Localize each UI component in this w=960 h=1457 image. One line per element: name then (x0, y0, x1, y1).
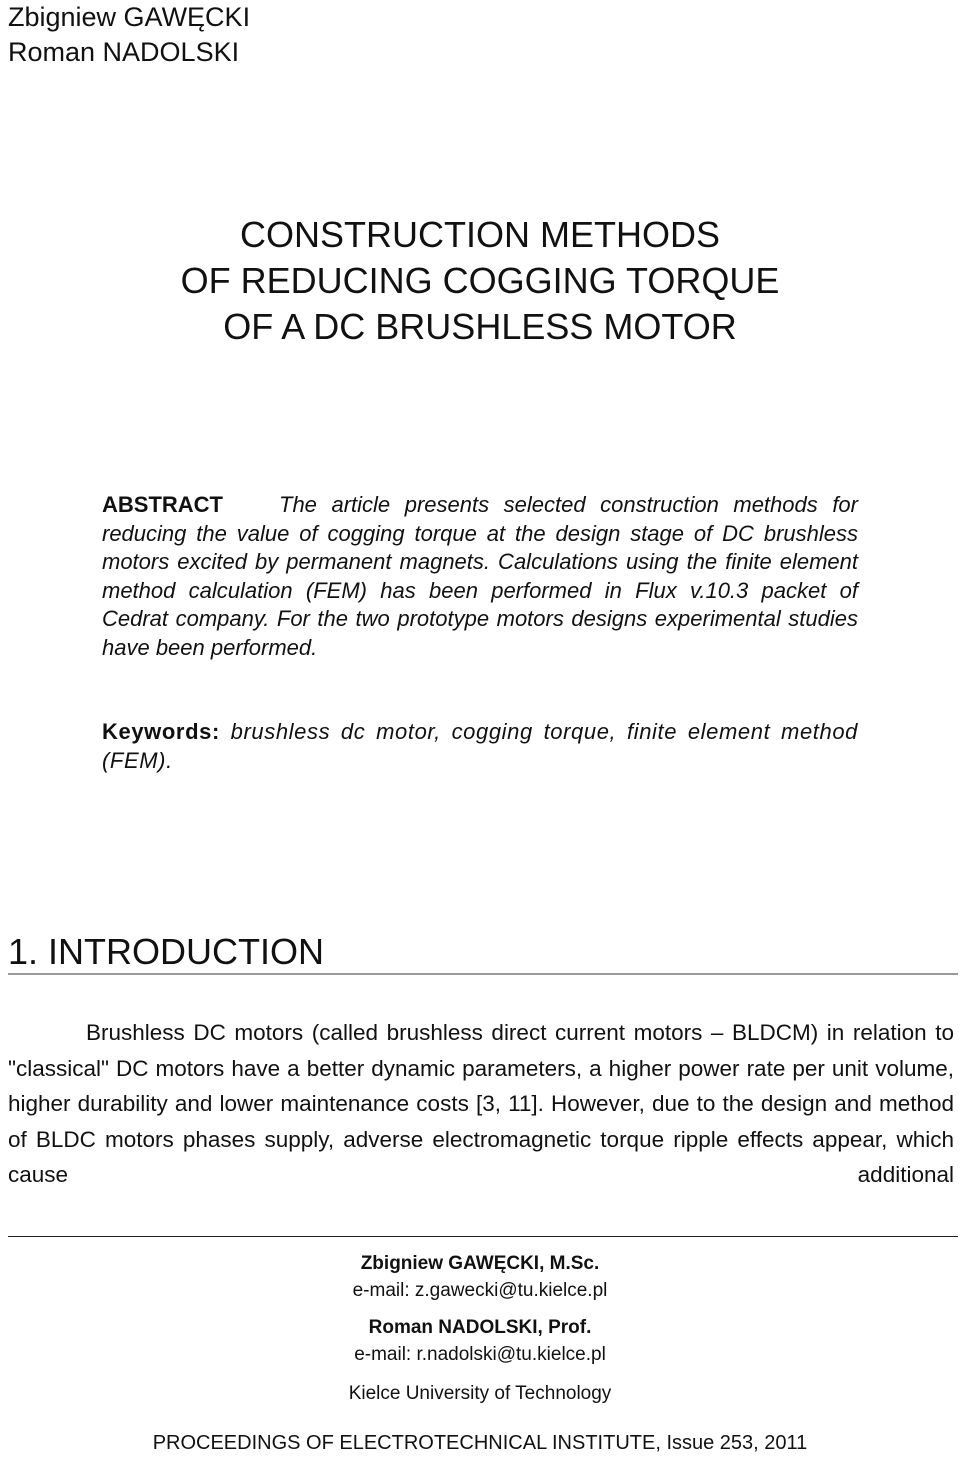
keywords (102, 718, 858, 775)
title-line: OF REDUCING COGGING TORQUE (180, 260, 780, 301)
paper-title (0, 212, 960, 350)
author-list (8, 0, 250, 70)
introduction-paragraph: Brushless DC motors (called brushless direct current motors – BLDCM) in relation to "classical" DC motors have a better dynamic parameters, a higher power rate per unit volume, higher durability and lower maintenance costs [3, 11]. However, due to the design and method of BLDC motors phases supply, adverse electromagnetic torque ripple effects appear, which cause additional (8, 1020, 954, 1187)
section-divider (8, 973, 958, 975)
title-line: CONSTRUCTION METHODS (240, 214, 720, 255)
footnote-author2-email: e-mail: r.nadolski@tu.kielce.pl (354, 1344, 606, 1365)
footnote-author1-email: e-mail: z.gawecki@tu.kielce.pl (352, 1280, 608, 1301)
author-name: Zbigniew GAWĘCKI (8, 2, 251, 32)
proceedings-footer: PROCEEDINGS OF ELECTROTECHNICAL INSTITUTE, Issue 253, 2011 (152, 1432, 808, 1454)
footnote-author2-name: Roman NADOLSKI, Prof. (368, 1317, 592, 1338)
abstract (102, 491, 858, 662)
section-heading: 1. INTRODUCTION (8, 931, 325, 972)
keywords-label: Keywords: (102, 719, 220, 744)
footnote-institution: Kielce University of Technology (348, 1383, 612, 1404)
abstract-text: The article presents selected construction methods for reducing the value of cogging torque at the design stage of DC brushless motors excited by permanent magnets. Calculations using the finite element method calculation (FEM) has been performed in Flux v.10.3 packet of Cedrat company. For the two prototype motors designs experimental studies have been performed. (102, 492, 858, 660)
keywords-text: brushless dc motor, cogging torque, finite element method (FEM). (102, 719, 859, 773)
author-name: Roman NADOLSKI (8, 37, 240, 67)
title-line: OF A DC BRUSHLESS MOTOR (223, 306, 737, 347)
footnote-divider (8, 1236, 958, 1237)
footnote-author1-name: Zbigniew GAWĘCKI, M.Sc. (360, 1253, 600, 1274)
abstract-label: ABSTRACT (102, 492, 223, 517)
